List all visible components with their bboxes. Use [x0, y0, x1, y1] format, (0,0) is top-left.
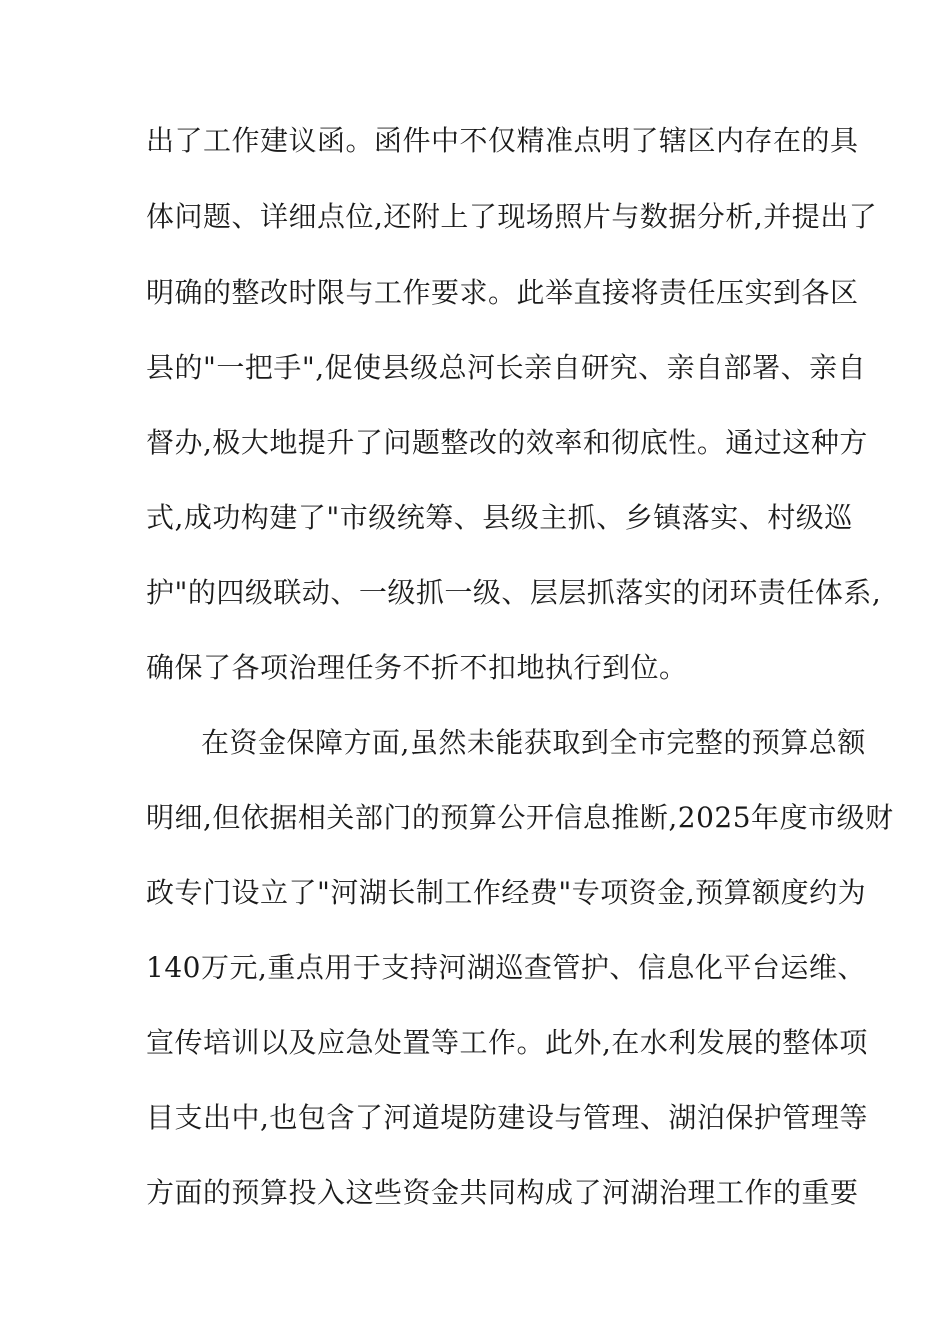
paragraph-2-line-6: 目支出中,也包含了河道堤防建设与管理、湖泊保护管理等	[146, 1101, 868, 1134]
paragraph-2-line-4: 140万元,重点用于支持河湖巡查管护、信息化平台运维、	[146, 951, 866, 984]
paragraph-2-line-3: 政专门设立了"河湖长制工作经费"专项资金,预算额度约为	[146, 876, 867, 909]
paragraph-1-line-3: 明确的整改时限与工作要求。此举直接将责任压实到各区	[146, 276, 859, 309]
paragraph-2-line-7: 方面的预算投入这些资金共同构成了河湖治理工作的重要	[146, 1176, 859, 1209]
paragraph-2-line-5: 宣传培训以及应急处置等工作。此外,在水利发展的整体项	[146, 1026, 868, 1059]
paragraph-1-line-5: 督办,极大地提升了问题整改的效率和彻底性。通过这种方	[146, 426, 868, 459]
paragraph-2-line-1: 在资金保障方面,虽然未能获取到全市完整的预算总额	[201, 726, 866, 759]
paragraph-1-line-1: 出了工作建议函。函件中不仅精准点明了辖区内存在的具	[146, 124, 859, 157]
paragraph-1-line-6: 式,成功构建了"市级统筹、县级主抓、乡镇落实、村级巡	[146, 501, 853, 534]
paragraph-1-line-2: 体问题、详细点位,还附上了现场照片与数据分析,并提出了	[146, 200, 878, 233]
paragraph-1-line-8: 确保了各项治理任务不折不扣地执行到位。	[146, 651, 688, 684]
paragraph-1-line-7: 护"的四级联动、一级抓一级、层层抓落实的闭环责任体系,	[146, 576, 882, 609]
paragraph-2-line-2: 明细,但依据相关部门的预算公开信息推断,2025年度市级财	[146, 801, 894, 834]
paragraph-1-line-4: 县的"一把手",促使县级总河长亲自研究、亲自部署、亲自	[146, 351, 867, 384]
